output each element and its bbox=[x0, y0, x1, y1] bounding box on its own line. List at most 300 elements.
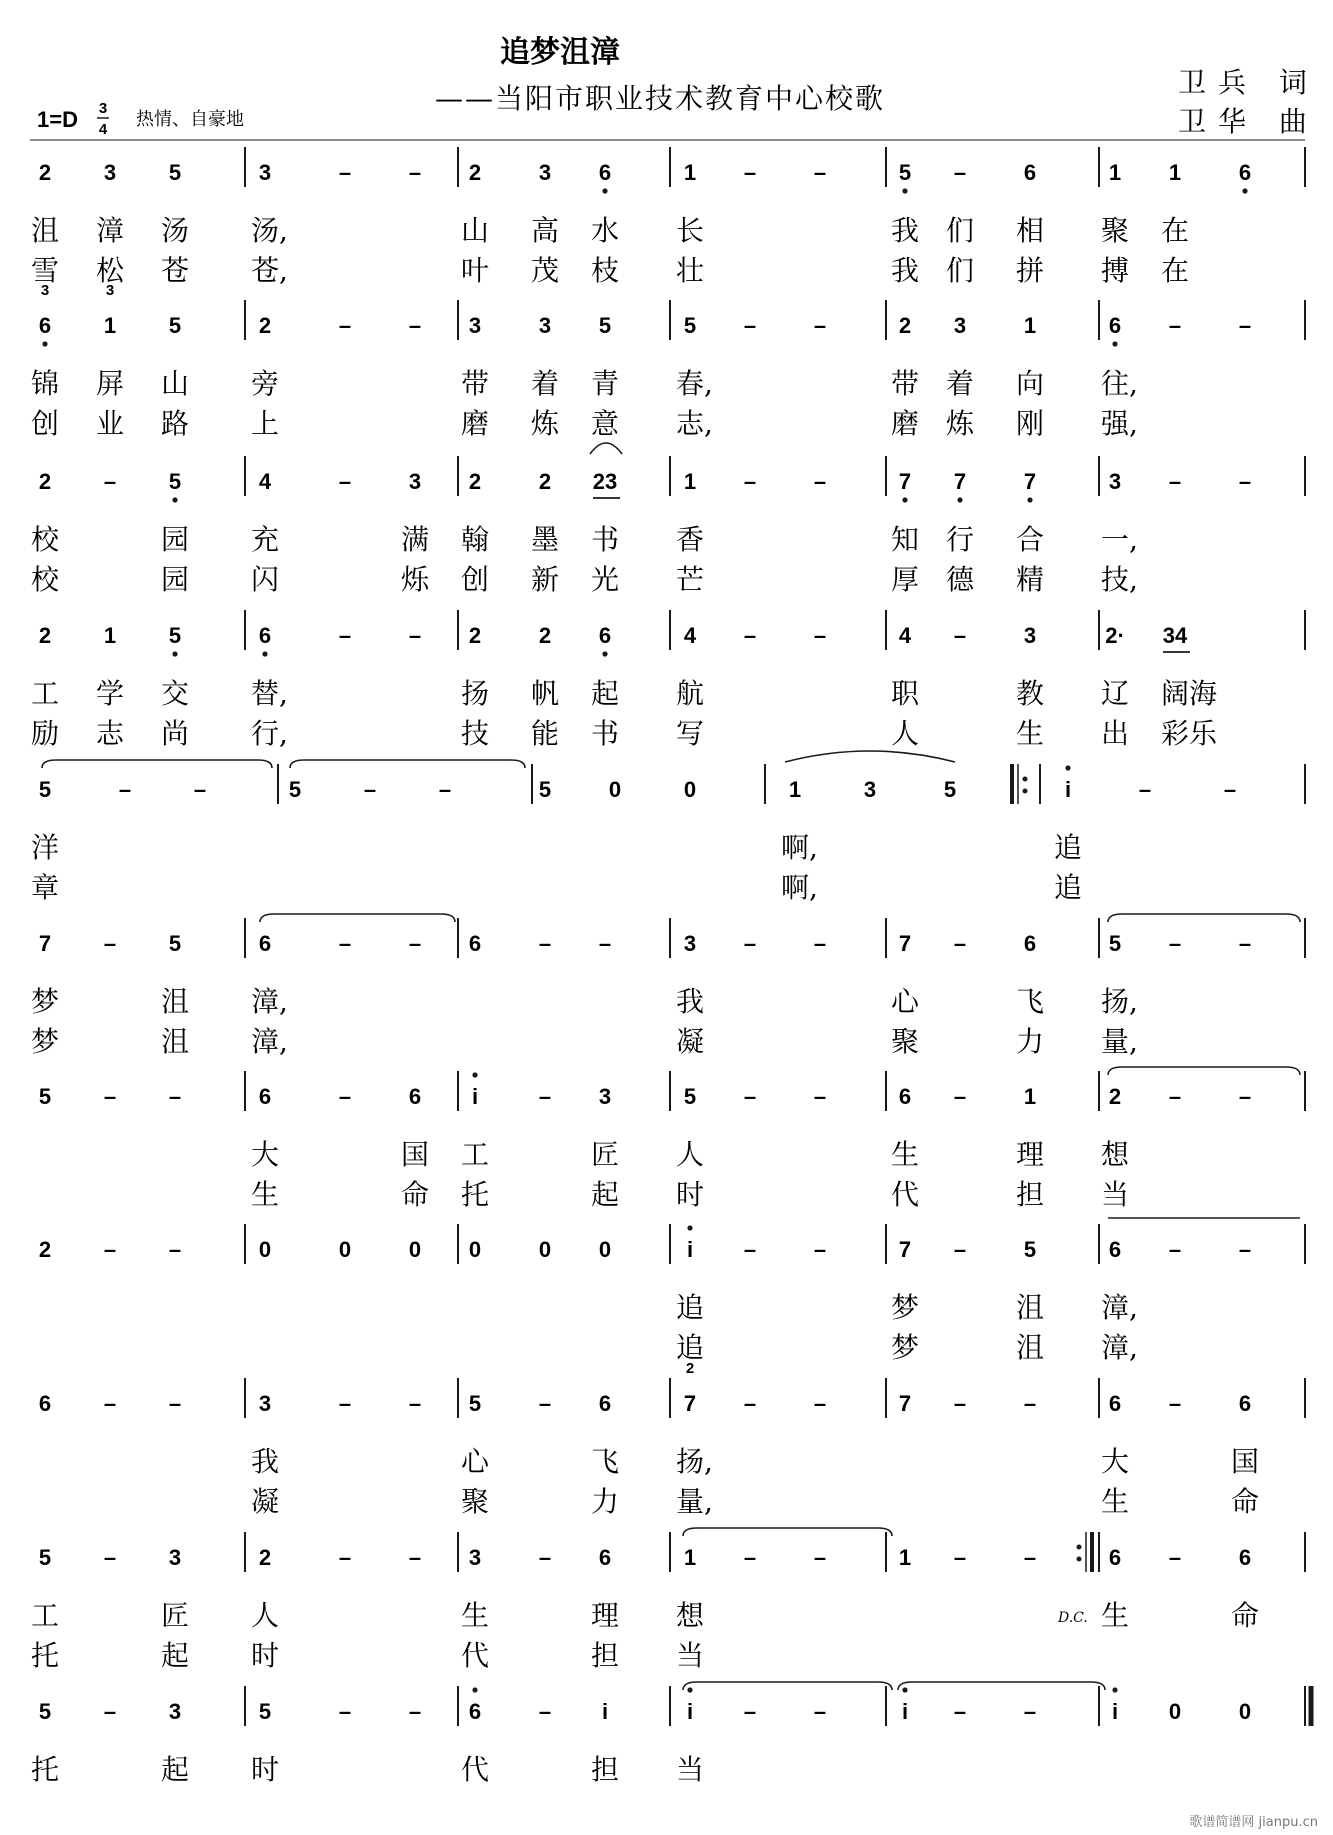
lyric-syllable: 光 bbox=[591, 563, 620, 596]
note: 0 bbox=[598, 1237, 612, 1262]
lyric-syllable: 墨 bbox=[531, 523, 560, 556]
lyric-syllable: 漳, bbox=[1101, 1291, 1138, 1324]
note: 6 bbox=[1023, 160, 1037, 185]
note: – bbox=[743, 1237, 757, 1262]
note: 3 bbox=[168, 1699, 182, 1724]
note: 0 bbox=[1238, 1699, 1252, 1724]
lyric-syllable: 力 bbox=[1016, 1025, 1045, 1058]
note: 3 bbox=[258, 1391, 272, 1416]
note: 0 bbox=[608, 777, 622, 802]
note: 2 bbox=[898, 313, 912, 338]
lyric-syllable: 大 bbox=[1101, 1445, 1130, 1478]
note: 5 bbox=[168, 469, 182, 494]
note: – bbox=[408, 313, 422, 338]
lyric-syllable: 写 bbox=[676, 717, 705, 750]
lyric-syllable: 德 bbox=[946, 563, 975, 596]
note: 6 bbox=[1108, 1545, 1122, 1570]
note: 6 bbox=[258, 623, 272, 648]
note: – bbox=[813, 1084, 827, 1109]
note: 23 bbox=[592, 469, 618, 494]
lyric-syllable: 炼 bbox=[946, 407, 975, 440]
note: 2 bbox=[258, 1545, 272, 1570]
low-octave-dot bbox=[902, 188, 907, 193]
lyric-syllable: 职 bbox=[891, 677, 920, 710]
lyric-syllable: 路 bbox=[161, 407, 190, 440]
lyric-syllable: 起 bbox=[591, 677, 620, 710]
lyric-syllable: 山 bbox=[161, 367, 190, 400]
note: – bbox=[953, 1699, 967, 1724]
lyric-syllable: 刚 bbox=[1016, 407, 1045, 440]
lyric-syllable: 芒 bbox=[676, 563, 705, 596]
grace-note: 3 bbox=[105, 282, 115, 299]
lyric-syllable: 雪 bbox=[31, 254, 60, 287]
note: 0 bbox=[538, 1237, 552, 1262]
note: – bbox=[338, 1084, 352, 1109]
lyric-syllable: 苍, bbox=[251, 254, 288, 287]
note: – bbox=[1023, 1699, 1037, 1724]
lyric-syllable: 往, bbox=[1101, 367, 1138, 400]
note: 3 bbox=[683, 931, 697, 956]
slur bbox=[785, 751, 955, 762]
lyric-syllable: 锦 bbox=[31, 367, 60, 400]
repeat-dot bbox=[1023, 777, 1028, 782]
lyric-syllable: 我 bbox=[891, 254, 920, 287]
note: – bbox=[1023, 1391, 1037, 1416]
note: – bbox=[1238, 313, 1252, 338]
note: – bbox=[1168, 469, 1182, 494]
note: 1 bbox=[1108, 160, 1122, 185]
high-octave-dot bbox=[472, 1072, 477, 1077]
grace-note: 2 bbox=[685, 1360, 695, 1377]
note: – bbox=[103, 1391, 117, 1416]
lyric-syllable: 书 bbox=[591, 523, 620, 556]
note: 6 bbox=[408, 1084, 422, 1109]
note: – bbox=[538, 1545, 552, 1570]
lyric-syllable: 匠 bbox=[591, 1138, 620, 1171]
lyric-syllable: 命 bbox=[1231, 1599, 1260, 1632]
lyric-syllable: 匠 bbox=[161, 1599, 190, 1632]
score-row bbox=[39, 1071, 1305, 1211]
note: 3 bbox=[538, 313, 552, 338]
note: – bbox=[1168, 1084, 1182, 1109]
note: 3 bbox=[103, 160, 117, 185]
note: – bbox=[813, 1545, 827, 1570]
lyric-syllable: 搏 bbox=[1101, 254, 1130, 287]
note: 5 bbox=[38, 1545, 52, 1570]
note: – bbox=[438, 777, 452, 802]
note: 5 bbox=[898, 160, 912, 185]
lyric-syllable: 人 bbox=[676, 1138, 705, 1171]
note: 1 bbox=[1168, 160, 1182, 185]
low-octave-dot bbox=[902, 497, 907, 502]
note: 7 bbox=[683, 1391, 697, 1416]
note: – bbox=[538, 1699, 552, 1724]
note: – bbox=[103, 469, 117, 494]
slur bbox=[590, 443, 622, 454]
lyric-syllable: 漳, bbox=[251, 985, 288, 1018]
lyric-syllable: 当 bbox=[676, 1639, 705, 1672]
note: 1 bbox=[898, 1545, 912, 1570]
note: 6 bbox=[468, 931, 482, 956]
note: – bbox=[103, 931, 117, 956]
song-title: 追梦沮漳 bbox=[500, 35, 620, 70]
tie bbox=[898, 1682, 1105, 1690]
note: – bbox=[953, 623, 967, 648]
note: 2 bbox=[38, 160, 52, 185]
note: 3 bbox=[863, 777, 877, 802]
lyric-syllable: 技, bbox=[1101, 563, 1138, 596]
note: 2 bbox=[468, 160, 482, 185]
note: 6 bbox=[598, 1391, 612, 1416]
lyric-syllable: 起 bbox=[161, 1639, 190, 1672]
note: i bbox=[686, 1237, 694, 1262]
note: – bbox=[953, 1237, 967, 1262]
note: – bbox=[1138, 777, 1152, 802]
lyric-syllable: 沮 bbox=[161, 985, 190, 1018]
note: 7 bbox=[1023, 469, 1037, 494]
note: – bbox=[338, 1391, 352, 1416]
note: – bbox=[168, 1237, 182, 1262]
lyric-syllable: 航 bbox=[676, 677, 705, 710]
note: 5 bbox=[38, 1084, 52, 1109]
note: – bbox=[1238, 1237, 1252, 1262]
score-rows bbox=[31, 147, 1311, 1786]
lyric-syllable: 沮 bbox=[161, 1025, 190, 1058]
note: – bbox=[813, 1237, 827, 1262]
lyric-syllable: 想 bbox=[676, 1599, 705, 1632]
note: 0 bbox=[468, 1237, 482, 1262]
note: 2 bbox=[468, 623, 482, 648]
lyric-syllable: 生 bbox=[1016, 717, 1045, 750]
lyric-syllable: 壮 bbox=[676, 254, 705, 287]
lyric-syllable: 沮 bbox=[31, 214, 60, 247]
note: 3 bbox=[468, 313, 482, 338]
lyric-syllable: 长 bbox=[676, 214, 705, 247]
note: – bbox=[408, 1545, 422, 1570]
note: 6 bbox=[1108, 1391, 1122, 1416]
note: – bbox=[953, 1084, 967, 1109]
lyric-syllable: 追 bbox=[1054, 831, 1083, 864]
lyric-syllable: 书 bbox=[591, 717, 620, 750]
note: – bbox=[953, 160, 967, 185]
note: 5 bbox=[538, 777, 552, 802]
note: 2 bbox=[258, 313, 272, 338]
note: – bbox=[813, 469, 827, 494]
note: 34 bbox=[1162, 623, 1188, 648]
note: – bbox=[813, 623, 827, 648]
lyric-syllable: 代 bbox=[461, 1639, 490, 1672]
note: 5 bbox=[943, 777, 957, 802]
lyric-syllable: 园 bbox=[161, 563, 190, 596]
note: 4 bbox=[683, 623, 697, 648]
lyric-syllable: 命 bbox=[401, 1178, 430, 1211]
lyric-syllable: 春, bbox=[676, 367, 713, 400]
note: – bbox=[338, 160, 352, 185]
note: 7 bbox=[898, 1237, 912, 1262]
note: – bbox=[1168, 1391, 1182, 1416]
tie bbox=[260, 914, 455, 922]
lyric-syllable: 力 bbox=[591, 1485, 620, 1518]
note: – bbox=[538, 1084, 552, 1109]
note: 5 bbox=[1108, 931, 1122, 956]
note: – bbox=[743, 160, 757, 185]
lyric-syllable: 向 bbox=[1016, 367, 1045, 400]
composer-credit: 卫华 曲 bbox=[1178, 105, 1319, 138]
lyric-syllable: 青 bbox=[591, 367, 620, 400]
note: 6 bbox=[898, 1084, 912, 1109]
high-octave-dot bbox=[472, 1687, 477, 1692]
note: 6 bbox=[1238, 160, 1252, 185]
note: 3 bbox=[168, 1545, 182, 1570]
lyric-syllable: 教 bbox=[1016, 677, 1045, 710]
lyric-syllable: 心 bbox=[461, 1445, 490, 1478]
note: i bbox=[601, 1699, 609, 1724]
note: 1 bbox=[683, 160, 697, 185]
note: – bbox=[338, 469, 352, 494]
tie bbox=[42, 760, 272, 768]
song-subtitle: ——当阳市职业技术教育中心校歌 bbox=[434, 82, 886, 115]
grace-note: 3 bbox=[40, 282, 50, 299]
note: 3 bbox=[468, 1545, 482, 1570]
repeat-dot bbox=[1077, 1545, 1082, 1550]
lyric-syllable: 合 bbox=[1016, 523, 1045, 556]
note: – bbox=[743, 623, 757, 648]
lyric-syllable: 在 bbox=[1161, 214, 1190, 247]
lyric-syllable: 精 bbox=[1016, 563, 1045, 596]
lyric-syllable: 炼 bbox=[531, 407, 560, 440]
note: 6 bbox=[1238, 1391, 1252, 1416]
lyric-syllable: 章 bbox=[31, 871, 60, 904]
note: 2 bbox=[1108, 1084, 1122, 1109]
lyric-syllable: 我 bbox=[251, 1445, 280, 1478]
note: – bbox=[338, 313, 352, 338]
lyric-syllable: 生 bbox=[1101, 1599, 1130, 1632]
lyric-syllable: 意 bbox=[591, 407, 620, 440]
note: – bbox=[103, 1237, 117, 1262]
note: – bbox=[743, 1699, 757, 1724]
score-row bbox=[31, 300, 1305, 440]
note: 6 bbox=[1238, 1545, 1252, 1570]
note: – bbox=[743, 1391, 757, 1416]
score-row bbox=[39, 1378, 1305, 1518]
note: 4 bbox=[258, 469, 272, 494]
score-row bbox=[31, 764, 1305, 904]
note: – bbox=[813, 1699, 827, 1724]
tie bbox=[683, 1682, 892, 1690]
note: – bbox=[813, 313, 827, 338]
time-signature-bottom: 4 bbox=[98, 121, 108, 138]
score-row bbox=[31, 147, 1305, 287]
lyric-syllable: 起 bbox=[161, 1753, 190, 1786]
lyric-syllable: 着 bbox=[531, 367, 560, 400]
lyric-syllable: 追 bbox=[676, 1331, 705, 1364]
note: – bbox=[103, 1545, 117, 1570]
lyric-syllable: 校 bbox=[31, 523, 60, 556]
note: i bbox=[471, 1084, 479, 1109]
lyric-syllable: 大 bbox=[251, 1138, 280, 1171]
note: 4 bbox=[898, 623, 912, 648]
lyric-syllable: 梦 bbox=[31, 1025, 60, 1058]
note: 3 bbox=[953, 313, 967, 338]
lyric-syllable: 人 bbox=[251, 1599, 280, 1632]
note: – bbox=[1168, 931, 1182, 956]
note: 5 bbox=[168, 623, 182, 648]
note: 3 bbox=[1023, 623, 1037, 648]
lyric-syllable: 出 bbox=[1101, 717, 1130, 750]
lyric-syllable: 担 bbox=[591, 1753, 620, 1786]
lyric-syllable: 屏 bbox=[96, 367, 125, 400]
note: 5 bbox=[1023, 1237, 1037, 1262]
note: i bbox=[686, 1699, 694, 1724]
note: – bbox=[103, 1084, 117, 1109]
lyricist-credit: 卫兵 词 bbox=[1178, 66, 1319, 99]
lyric-syllable: 创 bbox=[31, 407, 60, 440]
high-octave-dot bbox=[687, 1225, 692, 1230]
tie bbox=[290, 760, 525, 768]
note: 2 bbox=[38, 1237, 52, 1262]
note: 6 bbox=[1023, 931, 1037, 956]
note: – bbox=[813, 160, 827, 185]
lyric-syllable: 能 bbox=[531, 717, 560, 750]
note: 2· bbox=[1105, 623, 1125, 648]
note: – bbox=[813, 931, 827, 956]
low-octave-dot bbox=[172, 497, 177, 502]
time-signature-top: 3 bbox=[98, 100, 108, 117]
note: 6 bbox=[598, 160, 612, 185]
note: 0 bbox=[408, 1237, 422, 1262]
low-octave-dot bbox=[1112, 341, 1117, 346]
lyric-syllable: 强, bbox=[1101, 407, 1138, 440]
note: – bbox=[598, 931, 612, 956]
lyric-syllable: 志 bbox=[96, 717, 125, 750]
note: – bbox=[408, 1391, 422, 1416]
lyric-syllable: 国 bbox=[401, 1138, 430, 1171]
note: – bbox=[538, 1391, 552, 1416]
lyric-syllable: 汤 bbox=[161, 214, 190, 247]
lyric-syllable: 国 bbox=[1231, 1445, 1260, 1478]
lyric-syllable: 扬, bbox=[676, 1445, 713, 1478]
note: 3 bbox=[258, 160, 272, 185]
note: i bbox=[901, 1699, 909, 1724]
note: – bbox=[363, 777, 377, 802]
lyric-syllable: 工 bbox=[31, 677, 60, 710]
lyric-syllable: 翰 bbox=[461, 523, 490, 556]
lyric-syllable: 心 bbox=[891, 985, 920, 1018]
low-octave-dot bbox=[42, 341, 47, 346]
note: – bbox=[408, 1699, 422, 1724]
lyric-syllable: 一, bbox=[1101, 523, 1138, 556]
lyric-syllable: 时 bbox=[251, 1639, 280, 1672]
score-row bbox=[31, 1686, 1311, 1786]
lyric-syllable: 满 bbox=[401, 523, 430, 556]
score-row bbox=[31, 1532, 1305, 1672]
lyric-syllable: 托 bbox=[31, 1639, 60, 1672]
note: – bbox=[1238, 931, 1252, 956]
note: 0 bbox=[683, 777, 697, 802]
lyric-syllable: 交 bbox=[161, 677, 190, 710]
lyric-syllable: 磨 bbox=[461, 407, 490, 440]
note: 6 bbox=[1108, 313, 1122, 338]
lyric-syllable: 理 bbox=[591, 1599, 620, 1632]
lyric-syllable: 时 bbox=[251, 1753, 280, 1786]
lyric-syllable: 工 bbox=[461, 1138, 490, 1171]
lyric-syllable: 沮 bbox=[1016, 1291, 1045, 1324]
lyric-syllable: 苍 bbox=[161, 254, 190, 287]
lyric-syllable: 托 bbox=[31, 1753, 60, 1786]
note: 1 bbox=[103, 623, 117, 648]
note: – bbox=[103, 1699, 117, 1724]
lyric-syllable: 我 bbox=[891, 214, 920, 247]
low-octave-dot bbox=[602, 651, 607, 656]
lyric-syllable: 技 bbox=[461, 717, 490, 750]
lyric-syllable: 生 bbox=[1101, 1485, 1130, 1518]
lyric-syllable: 我 bbox=[676, 985, 705, 1018]
note: – bbox=[168, 1084, 182, 1109]
lyric-syllable: 尚 bbox=[161, 717, 190, 750]
lyric-syllable: 人 bbox=[891, 717, 920, 750]
lyric-syllable: 创 bbox=[461, 563, 490, 596]
lyric-syllable: 高 bbox=[531, 214, 560, 247]
note: 2 bbox=[538, 469, 552, 494]
note: 6 bbox=[38, 313, 52, 338]
lyric-syllable: 业 bbox=[96, 407, 125, 440]
watermark: 歌谱简谱网 jianpu.cn bbox=[1189, 1815, 1318, 1830]
lyric-syllable: 着 bbox=[946, 367, 975, 400]
tie bbox=[1108, 1067, 1300, 1075]
note: – bbox=[743, 313, 757, 338]
lyric-syllable: 沮 bbox=[1016, 1331, 1045, 1364]
lyric-syllable: 茂 bbox=[531, 254, 560, 287]
note: – bbox=[168, 1391, 182, 1416]
note: – bbox=[1168, 1545, 1182, 1570]
lyric-syllable: 托 bbox=[461, 1178, 490, 1211]
note: – bbox=[1168, 1237, 1182, 1262]
note: – bbox=[338, 931, 352, 956]
note: – bbox=[1168, 313, 1182, 338]
note: 1 bbox=[1023, 313, 1037, 338]
note: 5 bbox=[468, 1391, 482, 1416]
lyric-syllable: 当 bbox=[676, 1753, 705, 1786]
note: 1 bbox=[788, 777, 802, 802]
score-row bbox=[31, 610, 1305, 750]
note: 7 bbox=[898, 931, 912, 956]
lyric-syllable: 聚 bbox=[891, 1025, 920, 1058]
lyric-syllable: 量, bbox=[676, 1485, 713, 1518]
lyric-syllable: 洋 bbox=[31, 831, 60, 864]
note: 3 bbox=[1108, 469, 1122, 494]
lyric-syllable: 起 bbox=[591, 1178, 620, 1211]
note: 5 bbox=[38, 777, 52, 802]
lyric-syllable: 新 bbox=[531, 563, 560, 596]
lyric-syllable: 磨 bbox=[891, 407, 920, 440]
lyric-syllable: 飞 bbox=[591, 1445, 620, 1478]
note: – bbox=[118, 777, 132, 802]
note: – bbox=[408, 623, 422, 648]
note: 6 bbox=[598, 1545, 612, 1570]
note: 2 bbox=[38, 469, 52, 494]
note: 6 bbox=[1108, 1237, 1122, 1262]
lyric-syllable: 扬, bbox=[1101, 985, 1138, 1018]
note: – bbox=[953, 1391, 967, 1416]
lyric-syllable: 香 bbox=[676, 523, 705, 556]
note: 6 bbox=[38, 1391, 52, 1416]
high-octave-dot bbox=[902, 1687, 907, 1692]
note: 5 bbox=[38, 1699, 52, 1724]
note: 1 bbox=[683, 469, 697, 494]
lyric-syllable: 量, bbox=[1101, 1025, 1138, 1058]
note: 2 bbox=[38, 623, 52, 648]
lyric-syllable: 啊, bbox=[781, 831, 818, 864]
